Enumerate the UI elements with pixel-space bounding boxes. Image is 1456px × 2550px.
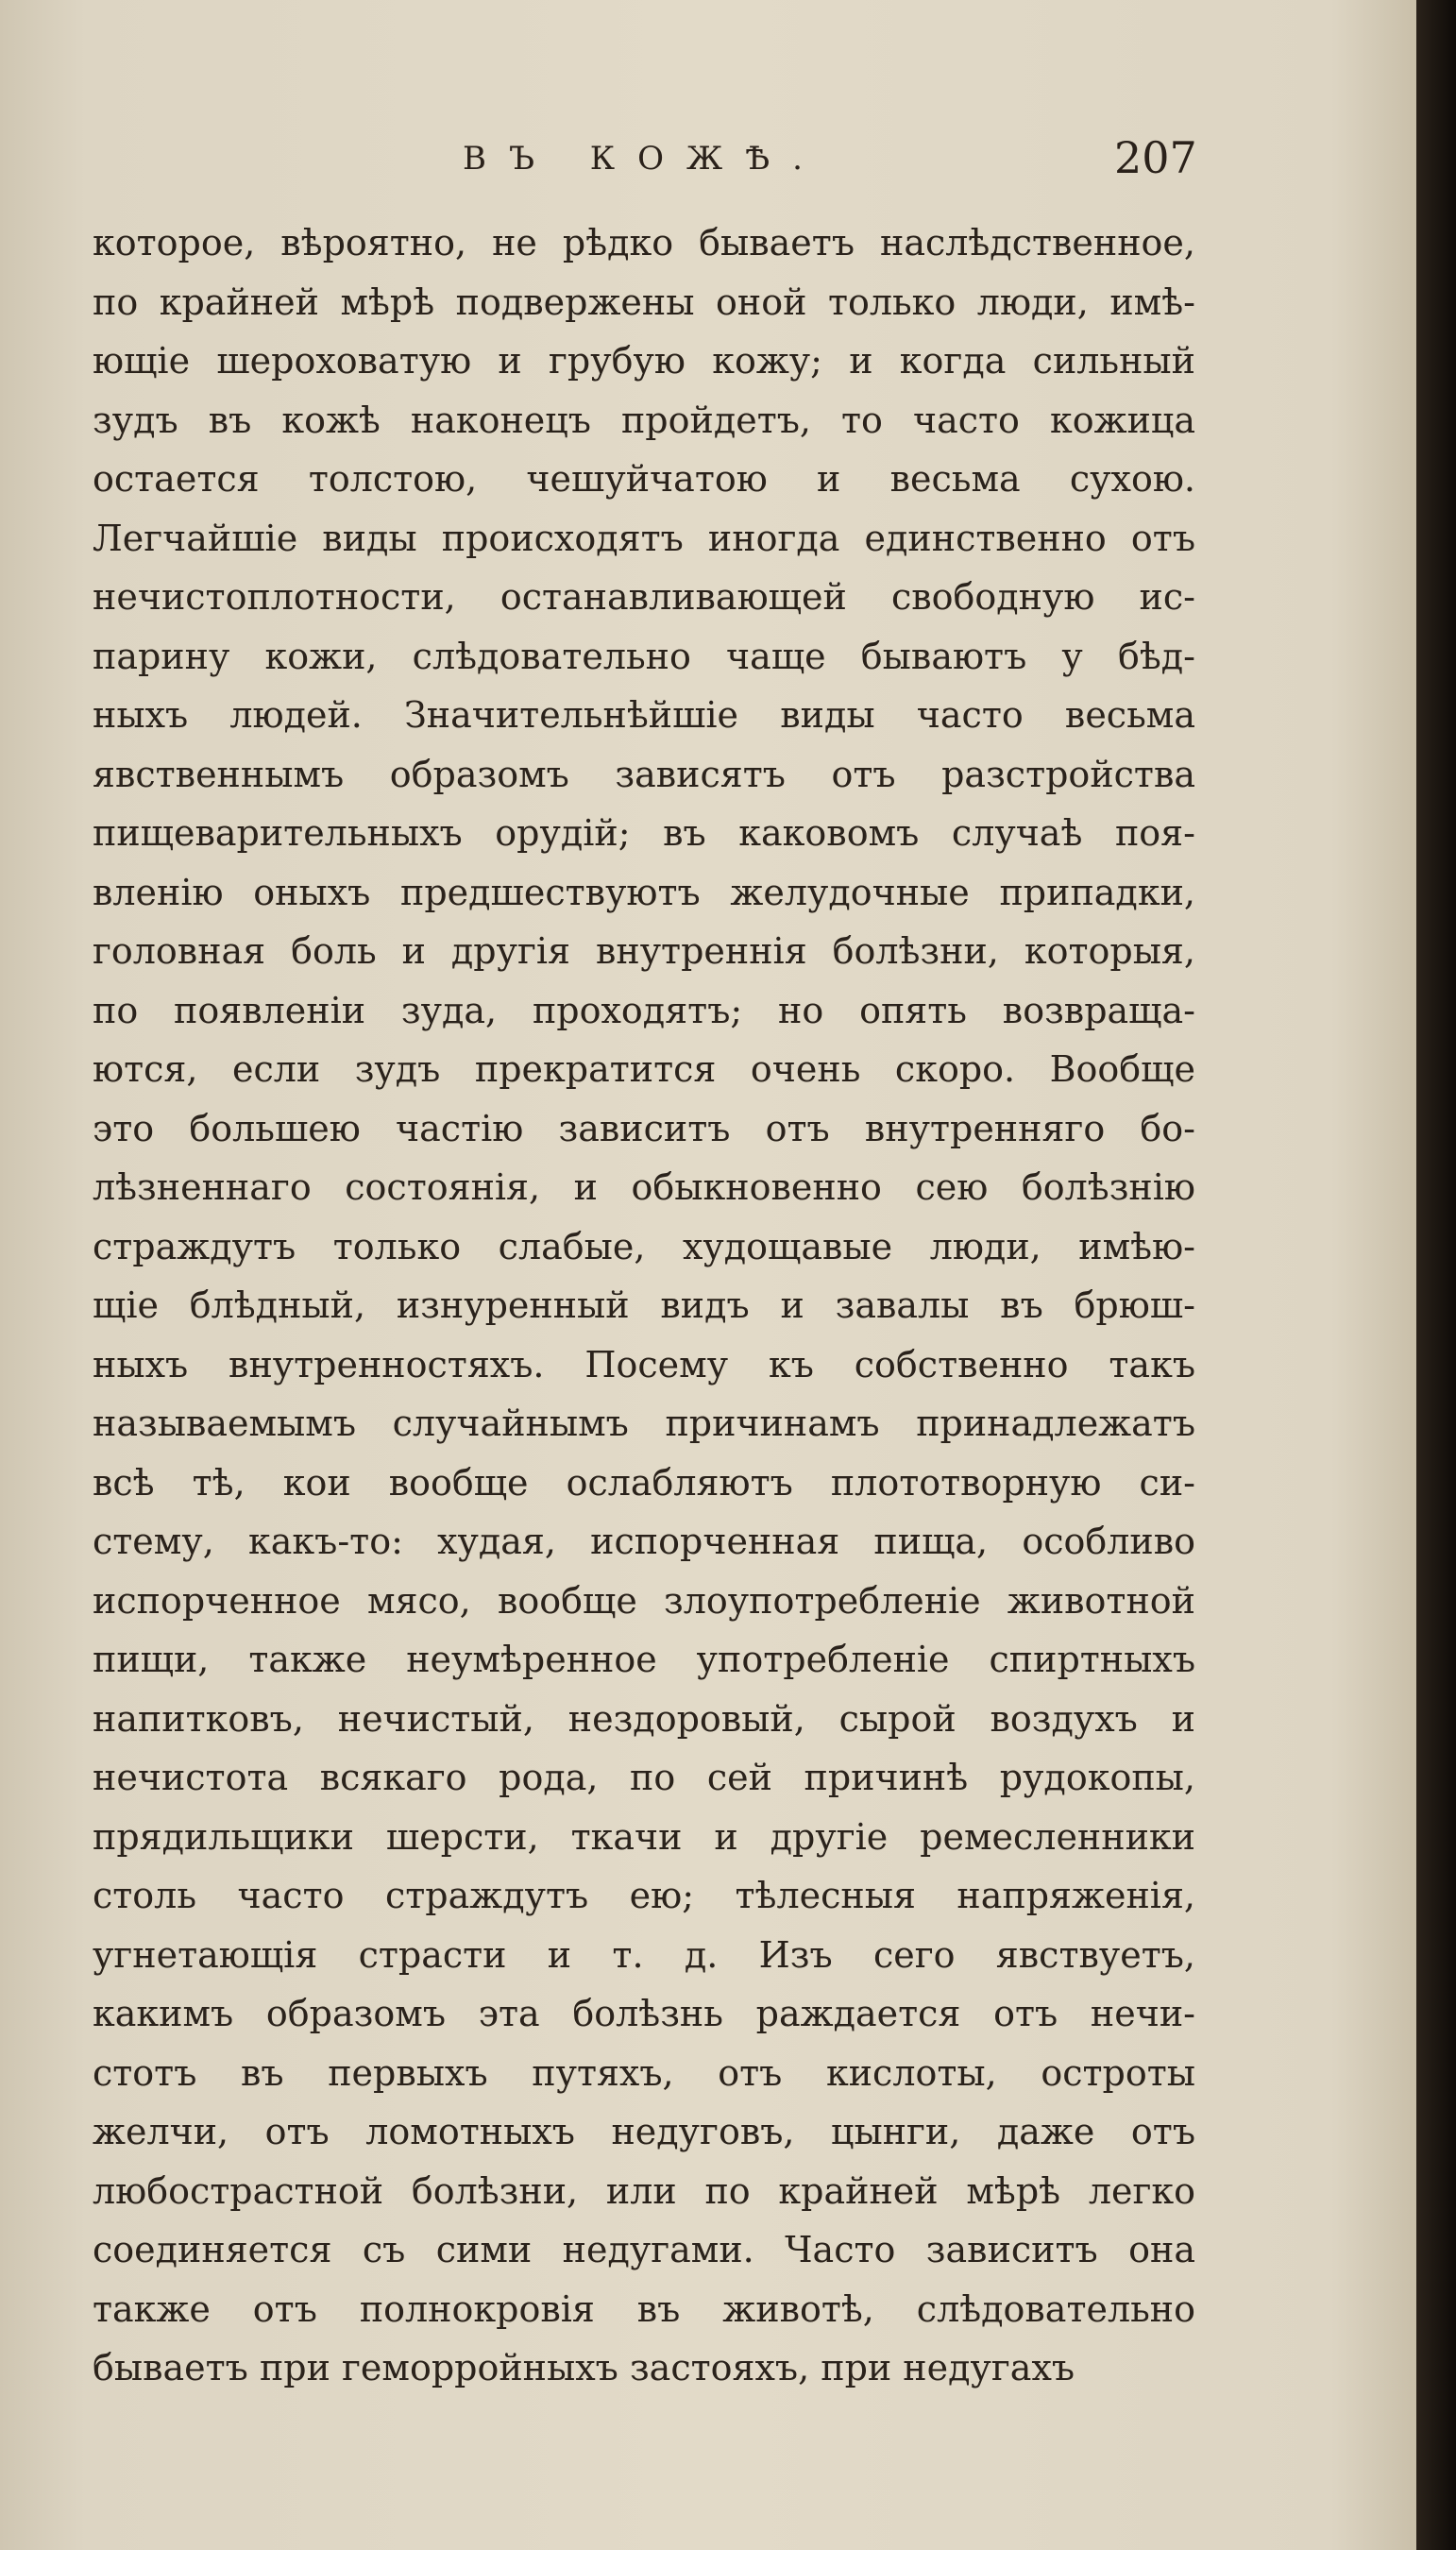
text-line: называемымъ случайнымъ причинамъ принадлежатъ (93, 1402, 1195, 1444)
text-line: Легчайшіе виды происходятъ иногда единственно отъ (93, 517, 1195, 559)
text-line: также отъ полнокровія въ животѣ, слѣдовательно (93, 2287, 1195, 2330)
text-line: испорченное мясо, вообще злоупотребленіе животной (93, 1579, 1195, 1622)
text-line: ныхъ внутренностяхъ. Посему къ собственно такъ (93, 1343, 1195, 1386)
text-line: ныхъ людей. Значительнѣйшіе виды часто весьма (93, 694, 1195, 736)
text-line: пищи, также неумѣренное употребленіе спиртныхъ (93, 1639, 1195, 1680)
text-line: страждутъ только слабые, худощавые люди, имѣю- (93, 1225, 1195, 1267)
text-line: стему, какъ-то: худая, испорченная пища, особливо (93, 1521, 1195, 1562)
text-line: бываетъ при геморройныхъ застояхъ, при недугахъ (93, 2347, 1075, 2388)
text-line: нечистота всякаго рода, по сей причинѣ рудокопы, (93, 1757, 1195, 1798)
text-line: это большею частію зависитъ отъ внутренняго бо- (93, 1107, 1195, 1149)
text-line: зудъ въ кожѣ наконецъ пройдетъ, то часто кожица (93, 399, 1195, 441)
text-line: угнетающія страсти и т. д. Изъ сего явствуетъ, (93, 1933, 1195, 1976)
text-line: головная боль и другія внутреннія болѣзни, которыя, (93, 930, 1195, 972)
text-line: явственнымъ образомъ зависятъ отъ разстройства (93, 753, 1195, 795)
text-line: любострастной болѣзни, или по крайней мѣрѣ легко (93, 2169, 1195, 2212)
text-line: соединяется съ сими недугами. Часто зависитъ она (93, 2229, 1195, 2270)
text-line: напитковъ, нечистый, нездоровый, сырой воздухъ и (93, 1697, 1195, 1740)
text-line: ются, если зудъ прекратится очень скоро. Вообще (93, 1048, 1195, 1090)
text-line: вленію оныхъ предшествуютъ желудочные припадки, (93, 871, 1195, 913)
book-edge-shadow (1416, 0, 1456, 2550)
text-line: столь часто страждутъ ею; тѣлесныя напряженія, (93, 1875, 1195, 1916)
page-number: 207 (1114, 132, 1197, 183)
text-line: щіе блѣдный, изнуренный видъ и завалы въ брюш- (93, 1284, 1195, 1326)
text-line: стотъ въ первыхъ путяхъ, отъ кислоты, остроты (93, 2051, 1195, 2094)
text-line: парину кожи, слѣдовательно чаще бываютъ у бѣд- (93, 635, 1195, 677)
text-line: по появленіи зуда, проходятъ; но опять возвраща- (93, 989, 1195, 1031)
text-line: нечистоплотности, останавливающей свободную ис- (93, 576, 1195, 618)
text-line: пищеварительныхъ орудій; въ каковомъ случаѣ поя- (93, 812, 1195, 854)
body-text (93, 213, 1195, 2398)
running-head: ВЪ КОЖѢ. (463, 140, 825, 178)
text-line: ющіе шероховатую и грубую кожу; и когда сильный (93, 340, 1195, 382)
text-line: по крайней мѣрѣ подвержены оной только люди, имѣ- (93, 280, 1195, 323)
text-line: какимъ образомъ эта болѣзнь раждается отъ нечи- (93, 1993, 1195, 2034)
text-line: желчи, отъ ломотныхъ недуговъ, цынги, даже отъ (93, 2111, 1195, 2152)
text-line: прядильщики шерсти, ткачи и другіе ремесленники (93, 1815, 1195, 1858)
text-line: всѣ тѣ, кои вообще ослабляютъ плототворную си- (93, 1461, 1195, 1504)
text-line: остается толстою, чешуйчатою и весьма сухою. (93, 458, 1195, 500)
text-line: лѣзненнаго состоянія, и обыкновенно сею болѣзнію (93, 1166, 1195, 1208)
text-line: которое, вѣроятно, не рѣдко бываетъ наслѣдственное, (93, 222, 1195, 264)
